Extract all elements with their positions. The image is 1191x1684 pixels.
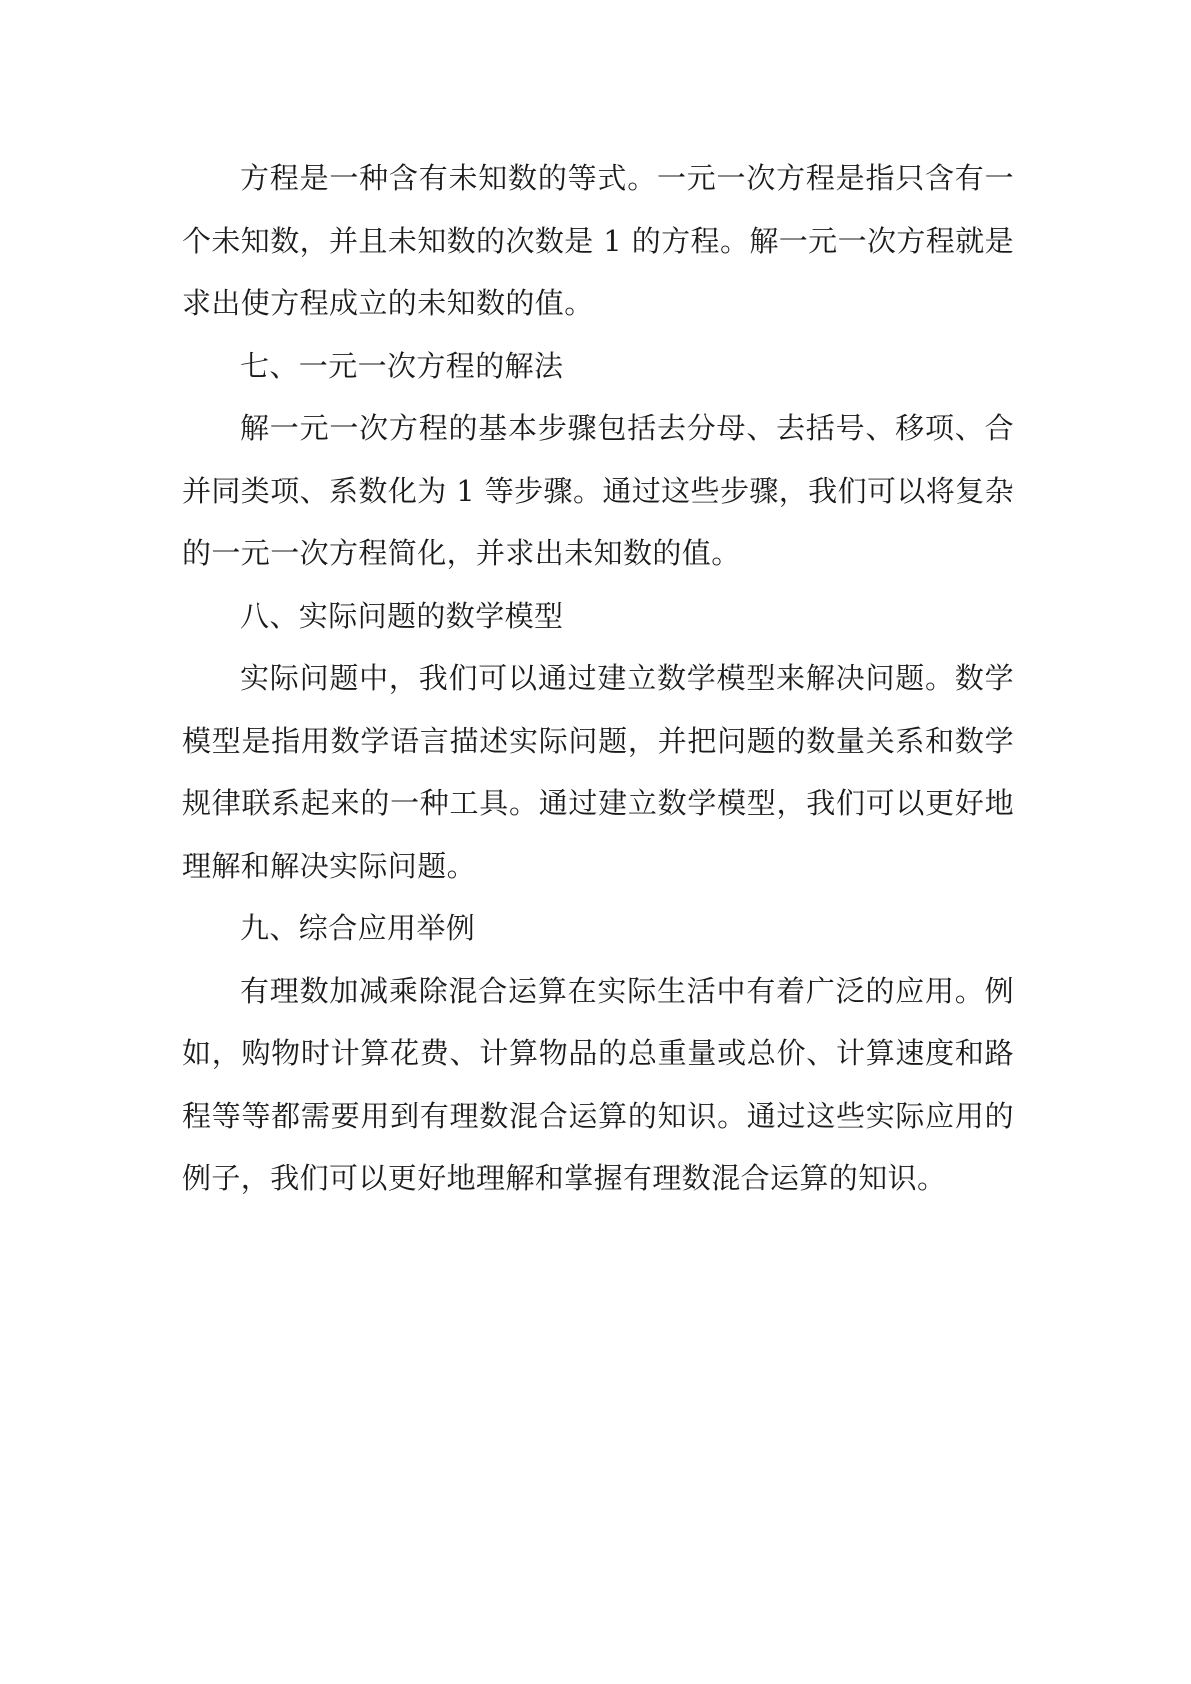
paragraph-application-examples: 有理数加减乘除混合运算在实际生活中有着广泛的应用。例如，购物时计算花费、计算物品的总重量或总价、计算速度和路程等等都需要用到有理数混合运算的知识。通过这些实际应用的例子，我们可以更好地理解和掌握有理数混合运算的知识。 bbox=[182, 973, 1014, 1195]
paragraph-solving-steps: 解一元一次方程的基本步骤包括去分母、去括号、移项、合并同类项、系数化为 1 等步骤。通过这些步骤，我们可以将复杂的一元一次方程简化，并求出未知数的值。 bbox=[182, 411, 1014, 570]
section-heading-8: 八、实际问题的数学模型 bbox=[240, 598, 564, 633]
section-heading-7: 七、一元一次方程的解法 bbox=[240, 348, 564, 383]
section-heading-9: 九、综合应用举例 bbox=[240, 911, 476, 945]
paragraph-equation-definition: 方程是一种含有未知数的等式。一元一次方程是指只含有一个未知数，并且未知数的次数是 1 的方程。解一元一次方程就是求出使方程成立的未知数的值。 bbox=[182, 161, 1014, 320]
paragraph-math-model: 实际问题中，我们可以通过建立数学模型来解决问题。数学模型是指用数学语言描述实际问题，并把问题的数量关系和数学规律联系起来的一种工具。通过建立数学模型，我们可以更好地理解和解决实际问题。 bbox=[182, 661, 1014, 883]
document-body bbox=[182, 147, 1014, 1210]
